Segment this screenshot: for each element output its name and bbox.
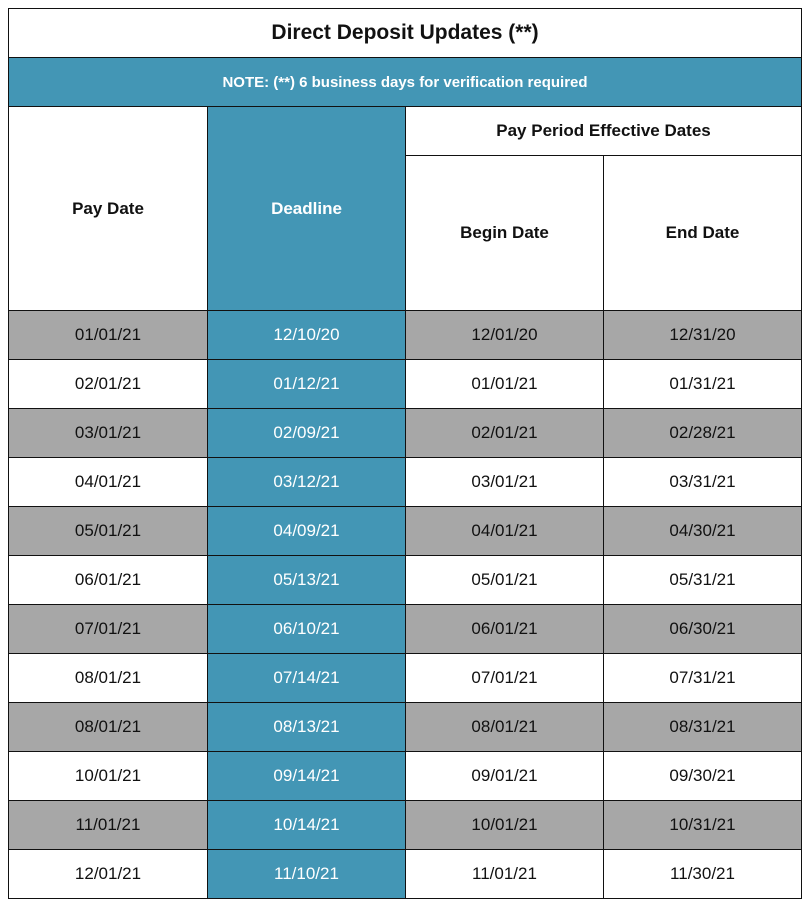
begin-date-cell: 02/01/21 xyxy=(406,409,604,458)
begin-date-cell: 06/01/21 xyxy=(406,605,604,654)
table-row xyxy=(9,311,802,360)
table-row xyxy=(9,654,802,703)
deadline-cell: 08/13/21 xyxy=(208,703,406,752)
begin-date-cell: 01/01/21 xyxy=(406,360,604,409)
table-row xyxy=(9,850,802,899)
pay-date-cell: 03/01/21 xyxy=(9,409,208,458)
verification-note: NOTE: (**) 6 business days for verification required xyxy=(9,58,802,107)
deadline-cell: 09/14/21 xyxy=(208,752,406,801)
pay-date-cell: 11/01/21 xyxy=(9,801,208,850)
end-date-cell: 07/31/21 xyxy=(604,654,802,703)
deadline-cell: 02/09/21 xyxy=(208,409,406,458)
begin-date-cell: 12/01/20 xyxy=(406,311,604,360)
pay-date-cell: 06/01/21 xyxy=(9,556,208,605)
begin-date-header: Begin Date xyxy=(406,156,604,311)
pay-date-header: Pay Date xyxy=(9,107,208,311)
end-date-cell: 11/30/21 xyxy=(604,850,802,899)
end-date-cell: 06/30/21 xyxy=(604,605,802,654)
end-date-header: End Date xyxy=(604,156,802,311)
end-date-cell: 12/31/20 xyxy=(604,311,802,360)
pay-date-cell: 07/01/21 xyxy=(9,605,208,654)
begin-date-cell: 11/01/21 xyxy=(406,850,604,899)
table-row xyxy=(9,801,802,850)
deadline-cell: 11/10/21 xyxy=(208,850,406,899)
begin-date-cell: 07/01/21 xyxy=(406,654,604,703)
begin-date-cell: 10/01/21 xyxy=(406,801,604,850)
end-date-cell: 04/30/21 xyxy=(604,507,802,556)
end-date-cell: 05/31/21 xyxy=(604,556,802,605)
end-date-cell: 02/28/21 xyxy=(604,409,802,458)
begin-date-cell: 03/01/21 xyxy=(406,458,604,507)
deadline-cell: 12/10/20 xyxy=(208,311,406,360)
end-date-cell: 03/31/21 xyxy=(604,458,802,507)
deadline-header: Deadline xyxy=(208,107,406,311)
begin-date-cell: 08/01/21 xyxy=(406,703,604,752)
end-date-cell: 09/30/21 xyxy=(604,752,802,801)
deposit-schedule xyxy=(8,8,801,899)
pay-date-cell: 05/01/21 xyxy=(9,507,208,556)
table-row xyxy=(9,360,802,409)
end-date-cell: 08/31/21 xyxy=(604,703,802,752)
end-date-cell: 01/31/21 xyxy=(604,360,802,409)
begin-date-cell: 04/01/21 xyxy=(406,507,604,556)
pay-date-cell: 12/01/21 xyxy=(9,850,208,899)
pay-date-cell: 04/01/21 xyxy=(9,458,208,507)
pay-date-cell: 08/01/21 xyxy=(9,654,208,703)
begin-date-cell: 09/01/21 xyxy=(406,752,604,801)
deadline-cell: 04/09/21 xyxy=(208,507,406,556)
table-row xyxy=(9,507,802,556)
pay-date-cell: 01/01/21 xyxy=(9,311,208,360)
deadline-cell: 06/10/21 xyxy=(208,605,406,654)
table-row xyxy=(9,458,802,507)
end-date-cell: 10/31/21 xyxy=(604,801,802,850)
pay-date-cell: 10/01/21 xyxy=(9,752,208,801)
deadline-cell: 05/13/21 xyxy=(208,556,406,605)
table-row xyxy=(9,556,802,605)
table-row xyxy=(9,605,802,654)
pay-period-header: Pay Period Effective Dates xyxy=(406,107,802,156)
table-row xyxy=(9,703,802,752)
deadline-cell: 03/12/21 xyxy=(208,458,406,507)
deposit-table xyxy=(8,8,802,899)
pay-date-cell: 08/01/21 xyxy=(9,703,208,752)
begin-date-cell: 05/01/21 xyxy=(406,556,604,605)
table-row xyxy=(9,409,802,458)
pay-date-cell: 02/01/21 xyxy=(9,360,208,409)
table-row xyxy=(9,752,802,801)
deadline-cell: 07/14/21 xyxy=(208,654,406,703)
deadline-cell: 10/14/21 xyxy=(208,801,406,850)
table-title: Direct Deposit Updates (**) xyxy=(9,9,802,58)
deadline-cell: 01/12/21 xyxy=(208,360,406,409)
